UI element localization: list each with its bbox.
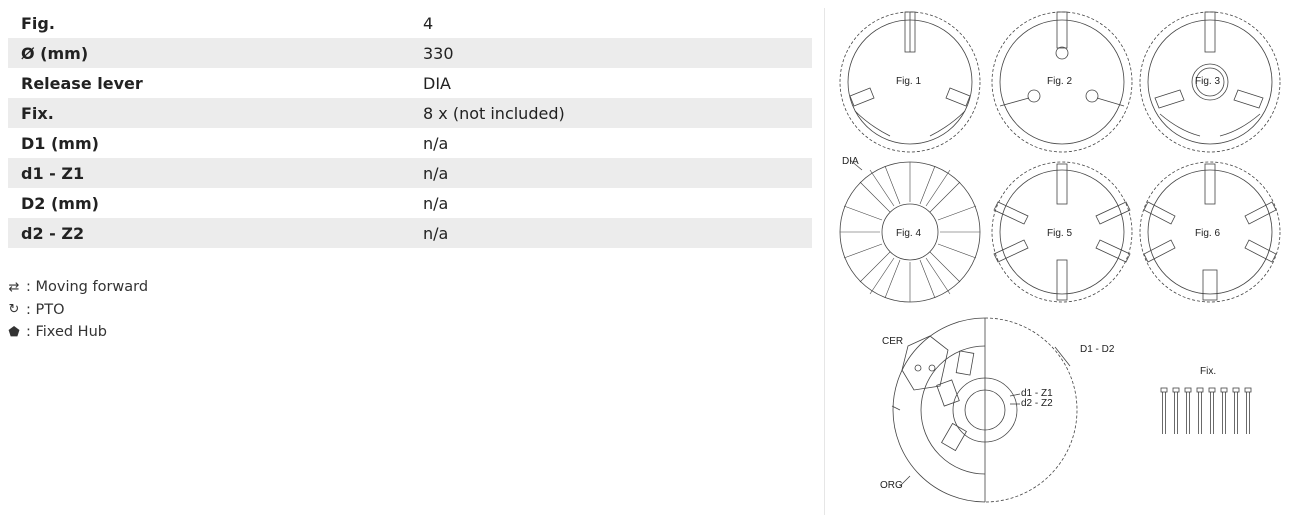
spec-value: n/a: [423, 133, 449, 153]
table-row: [8, 68, 812, 98]
spec-label: Fig.: [21, 13, 55, 33]
specs-table: [8, 8, 812, 248]
fig-6-label: Fig. 6: [1195, 228, 1221, 239]
legend-item: [8, 276, 148, 299]
table-row: [8, 158, 812, 188]
spec-value: n/a: [423, 218, 812, 248]
table-row: [8, 128, 812, 158]
bolts-drawing: [1161, 388, 1251, 434]
legend-item: [8, 299, 148, 322]
fixed-hub-icon: ⬟: [8, 324, 20, 340]
spec-label: d1 - Z1: [8, 158, 423, 188]
spec-value: n/a: [423, 193, 449, 213]
spec-value: n/a: [423, 158, 812, 188]
d1-z1-label: d1 - Z1: [1021, 388, 1053, 399]
spec-label: Ø (mm): [8, 38, 423, 68]
spec-value: 8 x (not included): [423, 98, 812, 128]
clutch-diagram: [830, 6, 1286, 516]
legend-text: : Moving forward: [26, 279, 149, 296]
moving-forward-icon: ⇄: [8, 279, 20, 295]
legend-item: [8, 321, 148, 344]
fig-1-label: Fig. 1: [896, 76, 922, 87]
fig-2-label: Fig. 2: [1047, 76, 1073, 87]
spec-value: 330: [423, 38, 812, 68]
dia-label: DIA: [842, 156, 859, 167]
table-row: [8, 188, 812, 218]
spec-label: D1 (mm): [21, 133, 99, 153]
legend-text: : PTO: [26, 301, 65, 318]
spec-label: d2 - Z2: [8, 218, 423, 248]
fig-3-label: Fig. 3: [1195, 76, 1221, 87]
org-label: ORG: [880, 480, 903, 491]
spec-label: Fix.: [8, 98, 423, 128]
legend: [8, 276, 148, 344]
pto-icon: ↻: [8, 302, 20, 318]
spec-label: Release lever: [21, 73, 143, 93]
table-row: [8, 98, 812, 128]
spec-value: DIA: [423, 73, 451, 93]
clutch-assembly-drawing: [892, 318, 1077, 502]
cer-label: CER: [882, 336, 904, 347]
spec-label: D2 (mm): [21, 193, 99, 213]
table-row: [8, 8, 812, 38]
spec-value: 4: [423, 13, 434, 33]
fix-label: Fix.: [1200, 366, 1217, 377]
table-row: [8, 218, 812, 248]
legend-text: : Fixed Hub: [26, 324, 107, 341]
d2-z2-label: d2 - Z2: [1021, 398, 1053, 409]
table-row: [8, 38, 812, 68]
d1-d2-label: D1 - D2: [1080, 344, 1115, 355]
fig-5-label: Fig. 5: [1047, 228, 1073, 239]
fig-4-label: Fig. 4: [896, 228, 922, 239]
divider: [824, 8, 825, 515]
